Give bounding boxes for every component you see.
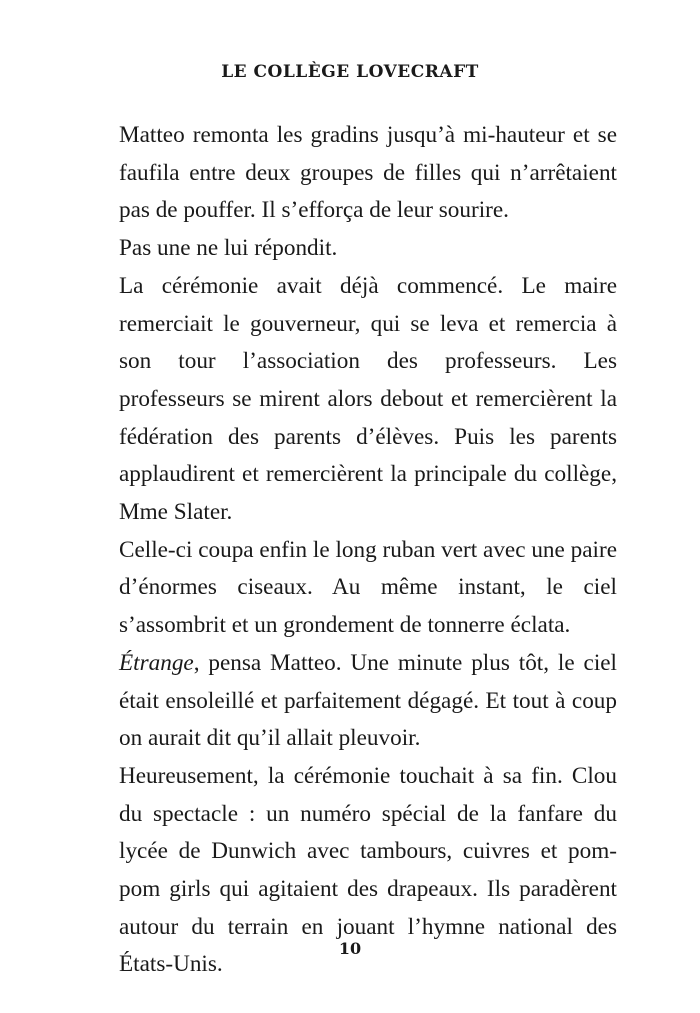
paragraph-4: Celle-ci coupa enfin le long ruban vert avec une paire d’énormes ciseaux. Au même instant, le ciel s’assombrit et un grondement de tonnerre éclata. xyxy=(119,536,617,639)
paragraph-5 xyxy=(119,645,617,758)
body-text xyxy=(119,117,617,984)
paragraph-1: Matteo remonta les gradins jusqu’à mi-hauteur et se faufila entre deux groupes de filles qui n’arrêtaient pas de pouffer. Il s’efforça de leur sourire. xyxy=(119,122,617,224)
paragraph-6: Heureusement, la cérémonie touchait à sa fin. Clou du spectacle : un numéro spécial de la fanfare du lycée de Dunwich avec tambours, cuivres et pom-pom girls qui agitaient des drapeaux. Ils paradèrent autour du terrain en jouant l’hymne national des États-Unis. xyxy=(119,762,617,978)
paragraph-2: Pas une ne lui répondit. xyxy=(119,235,338,262)
page-number: 10 xyxy=(338,939,362,958)
italic-word: Étrange xyxy=(119,649,194,676)
paragraph-5-text: , pensa Matteo. Une minute plus tôt, le ciel était ensoleillé et parfaitement dégagé. Et tout à coup on aurait dit qu’il allait pleuvoir. xyxy=(119,649,617,752)
running-head-title: LE COLLÈGE LOVECRAFT xyxy=(221,62,479,82)
paragraph-3: La cérémonie avait déjà commencé. Le maire remerciait le gouverneur, qui se leva et remercia à son tour l’association des professeurs. Les professeurs se mirent alors debout et remercièrent la fédération des parents d’élèves. Puis les parents applaudirent et remercièrent la principale du collège, Mme Slater. xyxy=(119,272,617,526)
